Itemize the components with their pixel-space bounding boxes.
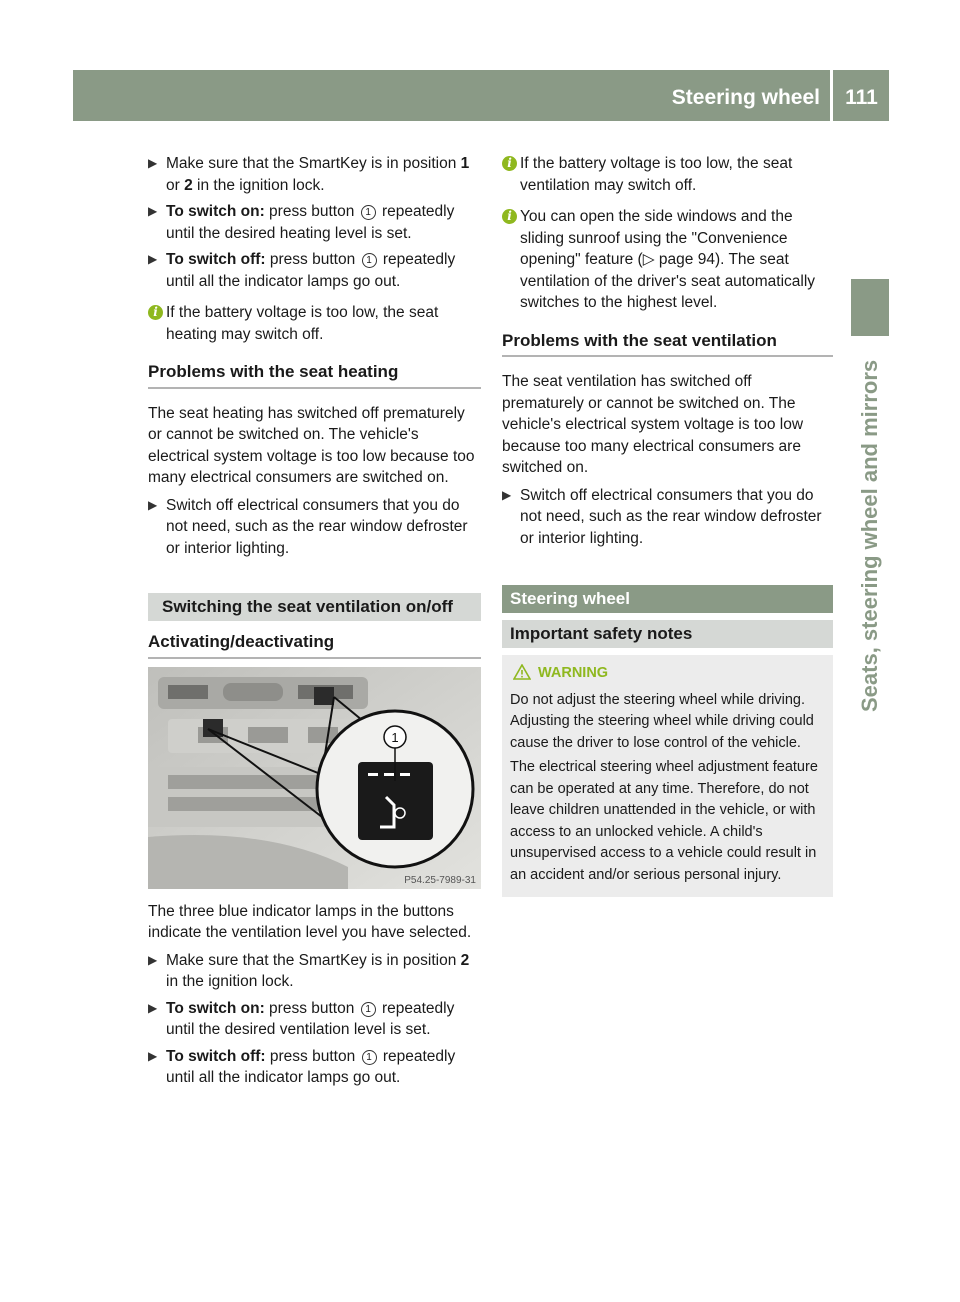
step-text: Make sure that the SmartKey is in position (166, 951, 461, 969)
step-switch-off-consumers (502, 485, 833, 550)
button-callout-icon: 1 (362, 253, 377, 268)
step-smartkey-position (148, 950, 481, 993)
info-text: If the battery voltage is too low, the seat ventilation may switch off. (520, 155, 793, 194)
step-text: Switch off electrical consumers that you do not need, such as the rear window defroster or interior lighting. (520, 486, 822, 547)
info-text: If the battery voltage is too low, the seat heating may switch off. (166, 304, 439, 343)
step-arrow-icon: ▶ (148, 1000, 158, 1015)
info-icon: i (502, 156, 517, 171)
section-heading: Problems with the seat ventilation (502, 330, 833, 358)
subsection-heading: Activating/deactivating (148, 631, 481, 659)
page-header (73, 70, 889, 121)
step-text: repeatedly until all the indicator lamps go out. (166, 1047, 456, 1086)
info-icon: i (148, 305, 163, 320)
step-switch-on (148, 201, 481, 244)
step-label: To switch on: (166, 203, 265, 220)
section-heading: Problems with the seat heating (148, 361, 481, 389)
info-note (502, 206, 833, 314)
step-switch-off (148, 249, 481, 292)
step-text: Make sure that the SmartKey is in position (166, 155, 461, 172)
warning-title (510, 663, 825, 685)
info-note (502, 153, 833, 196)
step-text: press button (265, 1047, 360, 1065)
warning-box (502, 655, 833, 897)
left-column (148, 153, 481, 1094)
info-text: You can open the side windows and the sliding sunroof using the "Convenience opening" feature (▷ page 94). The seat ventilation of the driver's seat automatically switches to the highest level. (520, 208, 816, 311)
step-text: press button (264, 999, 359, 1017)
step-arrow-icon: ▶ (148, 204, 158, 218)
step-label: To switch off: (166, 251, 266, 268)
step-arrow-icon: ▶ (148, 1048, 158, 1063)
warning-triangle-icon (513, 664, 531, 680)
header-title: Steering wheel (671, 86, 820, 109)
seat-ventilation-photo (148, 667, 481, 889)
step-switch-off (148, 1046, 481, 1089)
step-arrow-icon: ▶ (148, 952, 158, 967)
position-number: 2 (460, 951, 470, 969)
warning-paragraph: The electrical steering wheel adjustment feature can be operated at any time. Therefore, do not leave children unattended in the vehicle, or with access to an unlocked vehicle. A child's unsupervised access to a vehicle could result in an accident and/or serious personal injury. (510, 759, 818, 883)
position-number: 2 (184, 176, 193, 194)
step-text: press button (265, 251, 360, 268)
step-arrow-icon: ▶ (148, 497, 158, 512)
step-switch-on (148, 998, 481, 1041)
side-tab-label: Seats, steering wheel and mirrors (857, 360, 882, 713)
warning-paragraph: Do not adjust the steering wheel while driving. Adjusting the steering wheel while driving could cause the driver to lose control of the vehicle. (510, 691, 814, 751)
position-number: 1 (460, 155, 470, 172)
section-bar-heading: Switching the seat ventilation on/off (148, 593, 481, 621)
photo-callout-number: 1 (391, 729, 399, 745)
step-text: or (166, 176, 185, 194)
step-arrow-icon: ▶ (502, 487, 512, 502)
button-callout-icon: 1 (361, 1002, 376, 1017)
info-icon: i (502, 209, 517, 224)
step-text: repeatedly until all the indicator lamps go out. (166, 251, 456, 290)
step-label: To switch on: (166, 999, 265, 1017)
step-text: in the ignition lock. (192, 176, 325, 194)
step-label: To switch off: (166, 1047, 266, 1065)
step-arrow-icon: ▶ (148, 156, 158, 170)
step-arrow-icon: ▶ (148, 252, 158, 266)
step-text: in the ignition lock. (166, 973, 294, 990)
step-text: Switch off electrical consumers that you do not need, such as the rear window defroster or interior lighting. (166, 496, 468, 557)
warning-title-text: WARNING (538, 665, 609, 681)
side-tab-marker (851, 279, 889, 336)
console-illustration (148, 667, 481, 889)
right-column (502, 153, 833, 897)
section-bar-heading: Important safety notes (502, 620, 833, 648)
paragraph: The seat ventilation has switched off prematurely or cannot be switched on. The vehicle's electrical system voltage is too low because too many electrical consumers are switched on. (502, 373, 804, 476)
step-text: repeatedly until the desired heating level is set. (166, 203, 455, 242)
step-text: press button (264, 203, 359, 220)
paragraph: The three blue indicator lamps in the buttons indicate the ventilation level you have selected. (148, 902, 472, 941)
step-switch-off-consumers (148, 495, 481, 560)
chapter-heading: Steering wheel (502, 585, 833, 613)
step-text: repeatedly until the desired ventilation level is set. (166, 999, 455, 1038)
info-note (148, 302, 481, 345)
step-smartkey-position (148, 153, 481, 196)
header-divider (830, 70, 833, 121)
photo-code: P54.25-7989-31 (404, 874, 476, 886)
page-number: 111 (845, 86, 878, 109)
paragraph: The seat heating has switched off prematurely or cannot be switched on. The vehicle's electrical system voltage is too low because too many electrical consumers are switched on. (148, 404, 475, 486)
button-callout-icon: 1 (361, 205, 376, 220)
button-callout-icon: 1 (362, 1050, 377, 1065)
